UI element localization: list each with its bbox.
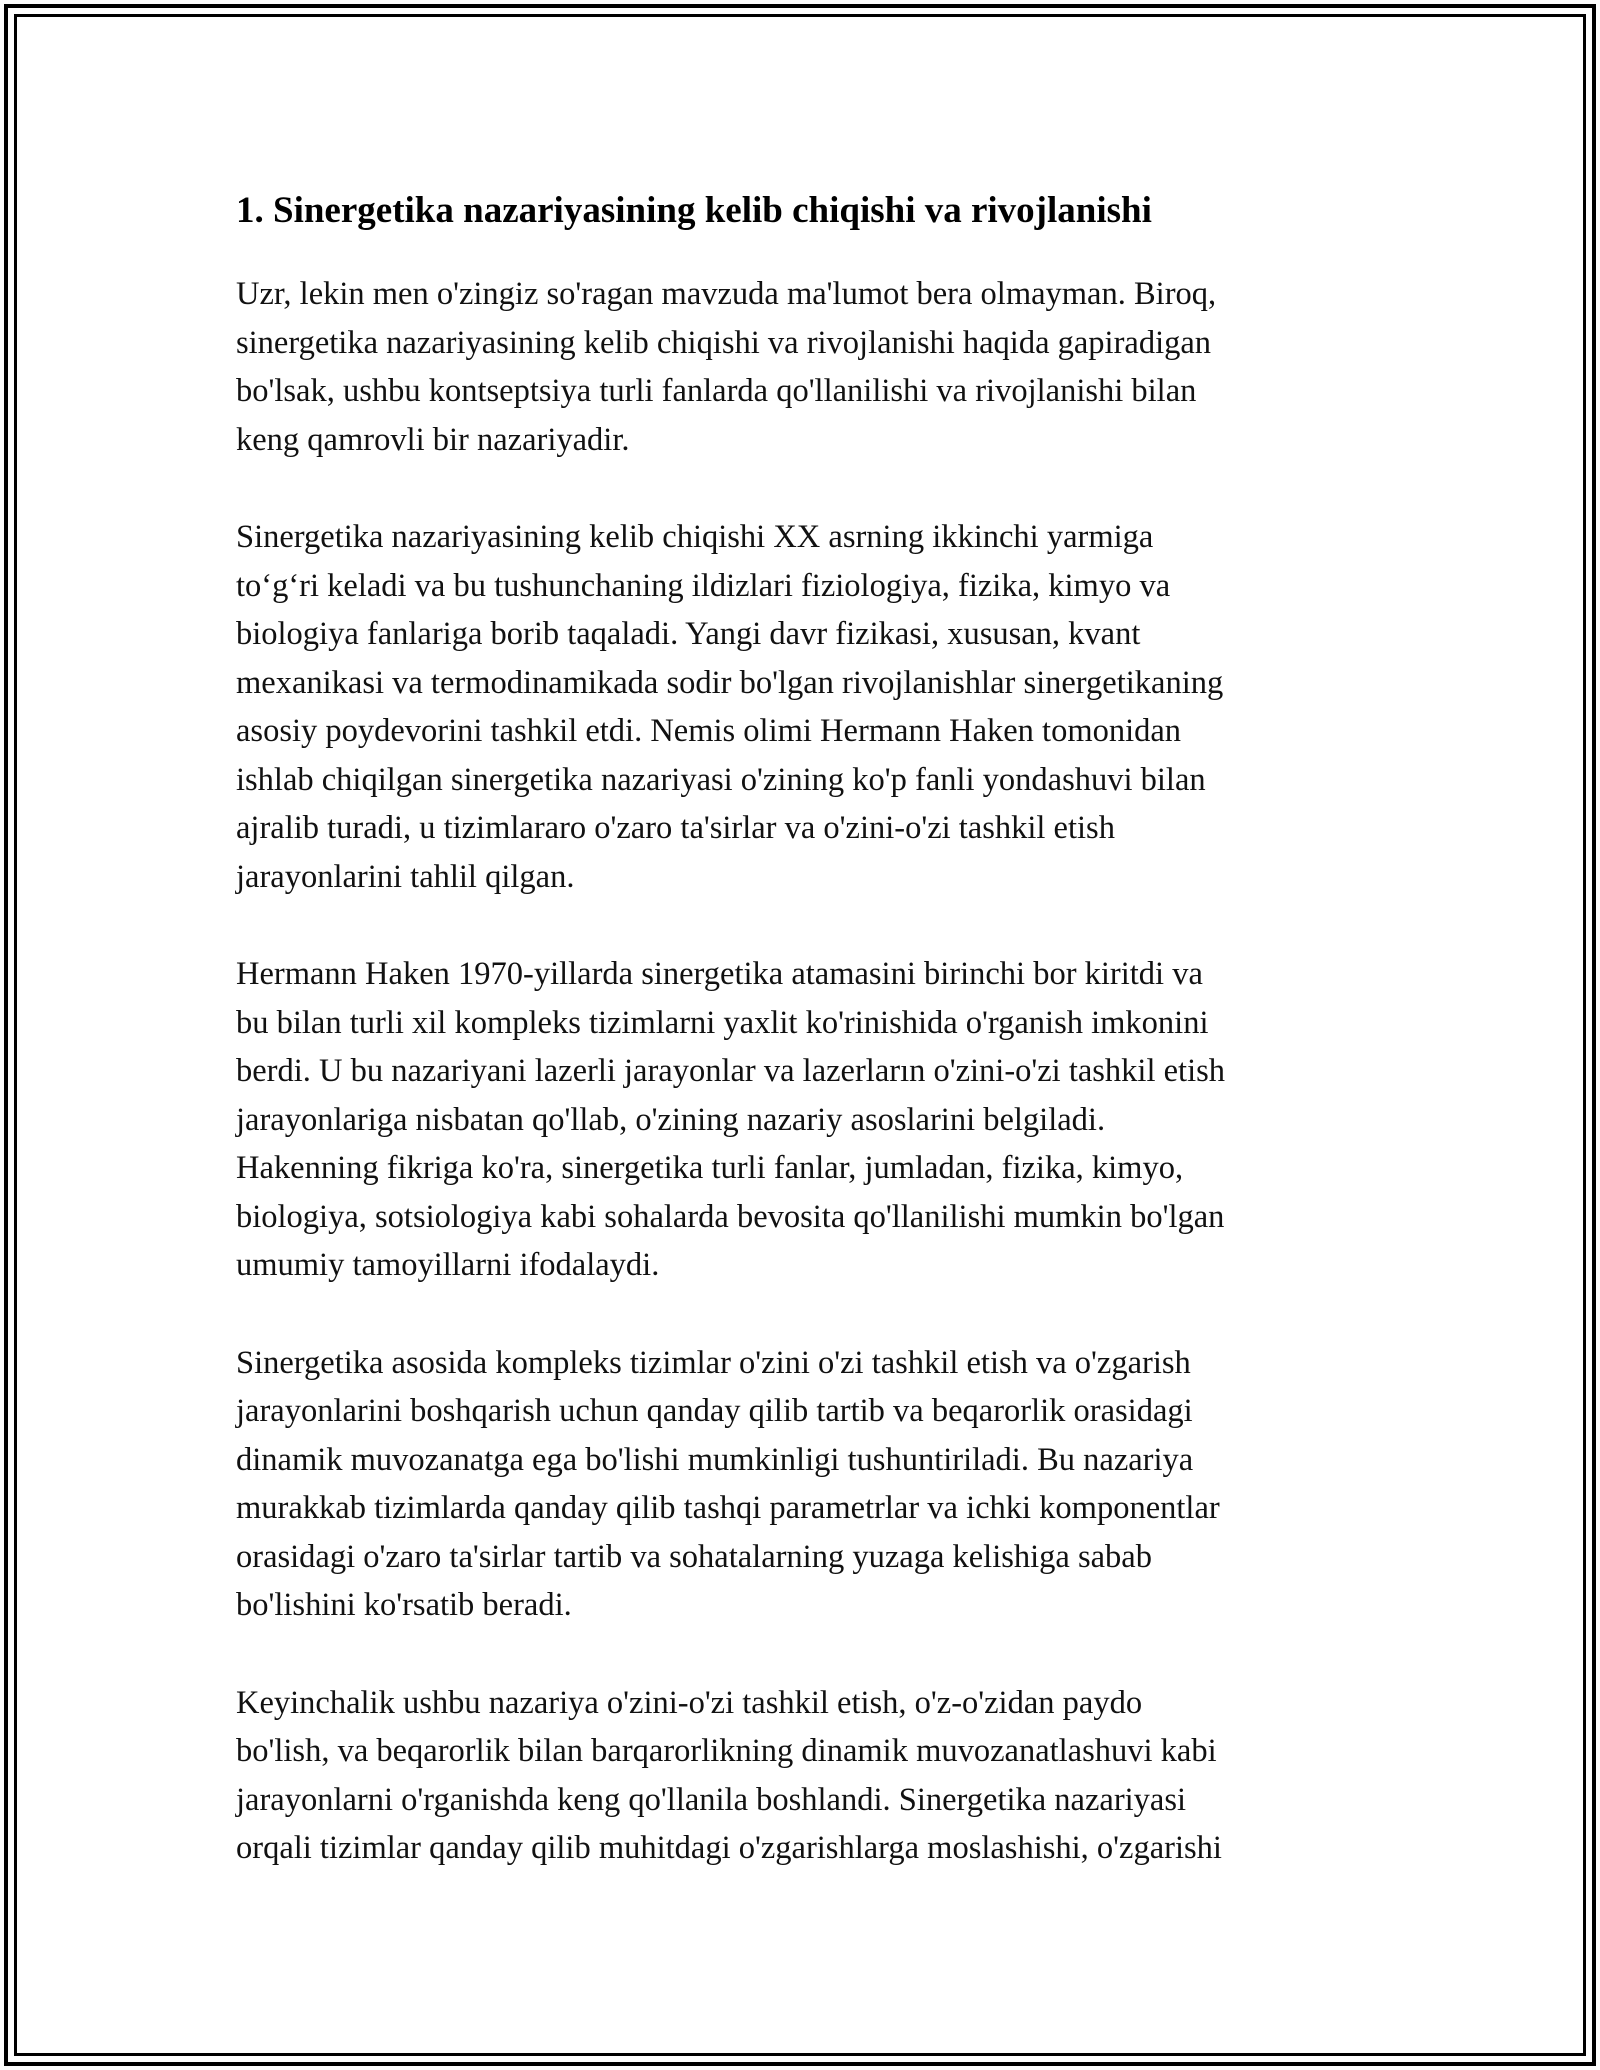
text-line: Sinergetika nazariyasining kelib chiqishi XX asrning ikkinchi yarmiga [236,519,1154,555]
paragraph-applications [236,1679,1356,1873]
text-line: Hermann Haken 1970-yillarda sinergetika atamasini birinchi bor kiritdi va [236,956,1203,992]
text-line: sinergetika nazariyasining kelib chiqishi va rivojlanishi haqida gapiradigan [236,324,1212,361]
text-line: asosiy poydevorini tashkil etdi. Nemis olimi Hermann Haken tomonidan [236,713,1182,749]
text-line: Keyinchalik ushbu nazariya o'zini-o'zi tashkil etish, o'z-o'zidan paydo [236,1684,1143,1721]
text-line: Sinergetika asosida kompleks tizimlar o'zini o'zi tashkil etish va o'zgarish [236,1344,1191,1381]
text-line: Uzr, lekin men o'zingiz so'ragan mavzuda ma'lumot bera olmayman. Biroq, [236,276,1217,312]
paragraph-dynamics [236,1339,1356,1630]
paragraph-origins [236,513,1356,901]
text-line: bo'lishini ko'rsatib beradi. [236,1587,572,1623]
text-line: bo'lish, va beqarorlik bilan barqarorlikning dinamik muvozanatlashuvi kabi [236,1733,1217,1769]
text-line: biologiya, sotsiologiya kabi sohalarda bevosita qo'llanilishi mumkin bo'lgan [236,1198,1225,1235]
text-line: ajralib turadi, u tizimlararo o'zaro ta'sirlar va o'zini-o'zi tashkil etish [236,810,1115,846]
text-line: orqali tizimlar qanday qilib muhitdagi o'zgarishlarga moslashishi, o'zgarishi [236,1830,1222,1866]
text-line: mexanikasi va termodinamikada sodir bo'lgan rivojlanishlar sinergetikaning [236,664,1224,701]
text-line: jarayonlariga nisbatan qo'llab, o'zining nazariy asoslarini belgiladi. [236,1101,1106,1138]
text-line: murakkab tizimlarda qanday qilib tashqi parametrlar va ichki komponentlar [236,1490,1220,1526]
text-line: bu bilan turli xil kompleks tizimlarni yaxlit ko'rinishida o'rganish imkonini [236,1004,1209,1041]
text-line: jarayonlarini boshqarish uchun qanday qilib tartib va beqarorlik orasidagi [236,1393,1193,1429]
text-line: umumiy tamoyillarni ifodalaydi. [236,1247,660,1283]
text-line: jarayonlarni o'rganishda keng qo'llanila boshlandi. Sinergetika nazariyasi [236,1781,1187,1818]
text-line: keng qamrovli bir nazariyadir. [236,421,630,458]
paragraph-intro [236,270,1356,464]
text-line: bo'lsak, ushbu kontseptsiya turli fanlarda qo'llanilishi va rivojlanishi bilan [236,373,1197,409]
section-heading: 1. Sinergetika nazariyasining kelib chiqishi va rivojlanishi [236,190,1152,231]
paragraph-haken [236,950,1356,1290]
text-line: jarayonlarini tahlil qilgan. [236,858,575,895]
text-line: berdi. U bu nazariyani lazerli jarayonlar va lazerların o'zini-o'zi tashkil etish [236,1053,1225,1089]
document-page [236,186,1356,1922]
text-line: orasidagi o'zaro ta'sirlar tartib va sohatalarning yuzaga kelishiga sabab [236,1538,1152,1575]
text-line: ishlab chiqilgan sinergetika nazariyasi o'zining ko'p fanli yondashuvi bilan [236,761,1206,798]
text-line: dinamik muvozanatga ega bo'lishi mumkinligi tushuntiriladi. Bu nazariya [236,1441,1194,1478]
text-line: Hakenning fikriga ko'ra, sinergetika turli fanlar, jumladan, fizika, kimyo, [236,1150,1184,1186]
text-line: biologiya fanlariga borib taqaladi. Yangi davr fizikasi, xususan, kvant [236,616,1141,652]
text-line: to‘g‘ri keladi va bu tushunchaning ildizlari fiziologiya, fizika, kimyo va [236,567,1171,604]
